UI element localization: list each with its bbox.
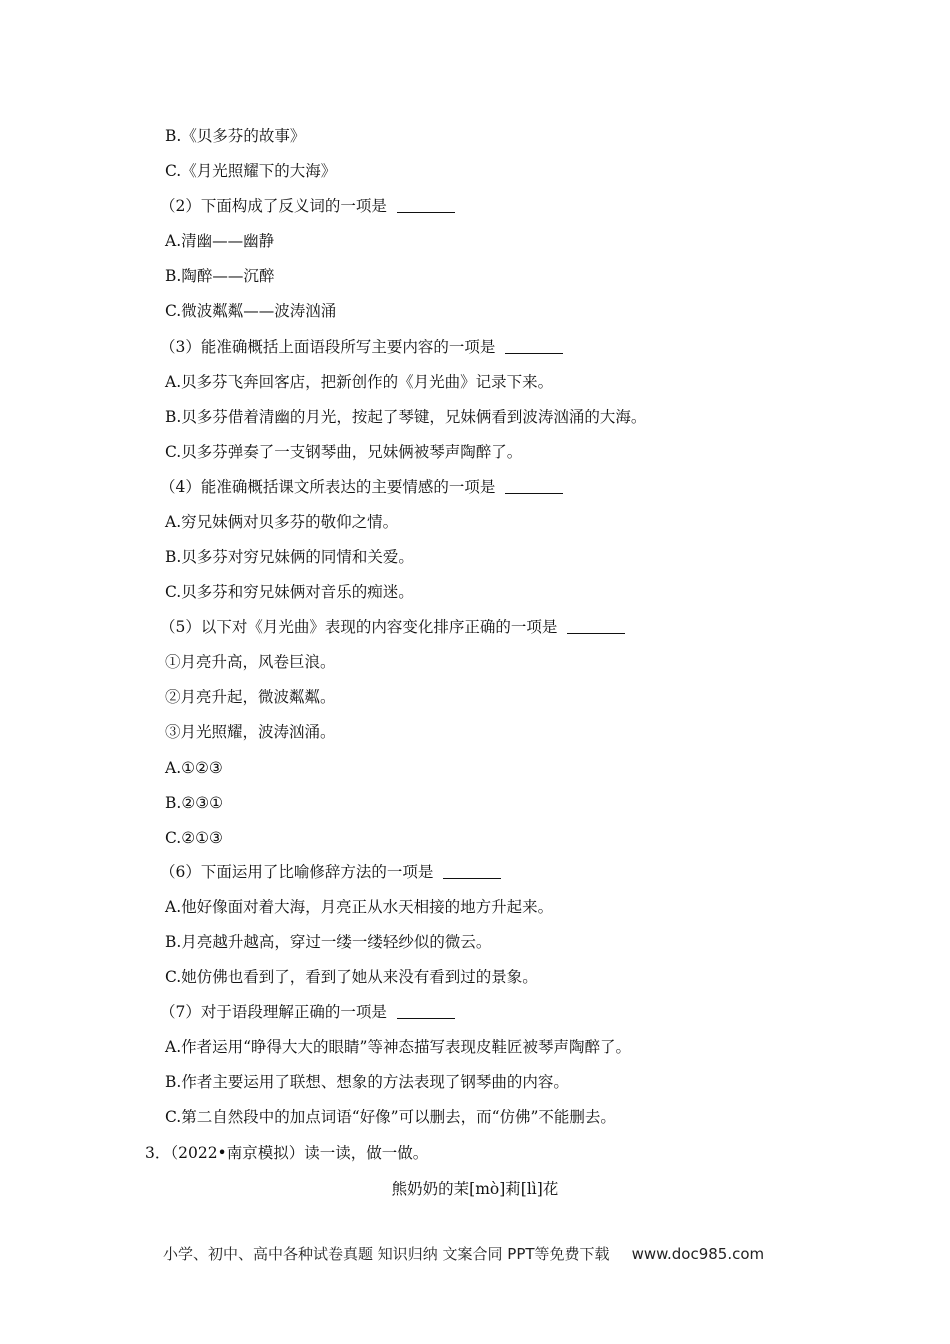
- option-5a: A.①②③: [165, 759, 223, 777]
- question-2: [160, 195, 455, 217]
- answer-blank: [397, 1017, 455, 1019]
- statement-1: ①月亮升高，风卷巨浪。: [165, 653, 336, 671]
- option-1c: C.《月光照耀下的大海》: [165, 162, 337, 180]
- option-2c: C.微波粼粼——波涛汹涌: [165, 302, 337, 320]
- section-3-heading: 3．（2022•南京模拟）读一读，做一做。: [145, 1144, 429, 1162]
- answer-blank: [443, 877, 501, 879]
- footer-text: 小学、初中、高中各种试卷真题 知识归纳 文案合同 PPT等免费下载: [163, 1245, 610, 1263]
- question-6: [160, 861, 501, 883]
- option-1b: B.《贝多芬的故事》: [165, 127, 306, 145]
- option-4a: A.穷兄妹俩对贝多芬的敬仰之情。: [165, 513, 399, 531]
- question-3: [160, 336, 563, 358]
- question-7: [160, 1001, 455, 1023]
- option-3b: B.贝多芬借着清幽的月光，按起了琴键，兄妹俩看到波涛汹涌的大海。: [165, 408, 647, 426]
- option-6c: C.她仿佛也看到了，看到了她从来没有看到过的景象。: [165, 968, 538, 986]
- question-6-text: （6）下面运用了比喻修辞方法的一项是: [160, 863, 434, 881]
- question-3-text: （3）能准确概括上面语段所写主要内容的一项是: [160, 338, 496, 356]
- answer-blank: [397, 211, 455, 213]
- question-4-text: （4）能准确概括课文所表达的主要情感的一项是: [160, 478, 496, 496]
- answer-blank: [505, 352, 563, 354]
- answer-blank: [505, 492, 563, 494]
- question-7-text: （7）对于语段理解正确的一项是: [160, 1003, 387, 1021]
- option-4c: C.贝多芬和穷兄妹俩对音乐的痴迷。: [165, 583, 414, 601]
- statement-2: ②月亮升起，微波粼粼。: [165, 688, 336, 706]
- option-6a: A.他好像面对着大海，月亮正从水天相接的地方升起来。: [165, 898, 554, 916]
- question-2-text: （2）下面构成了反义词的一项是: [160, 197, 387, 215]
- option-5c: C.②①③: [165, 829, 223, 847]
- footer-site-link[interactable]: www.doc985.com: [631, 1245, 765, 1263]
- statement-3: ③月光照耀，波涛汹涌。: [165, 723, 336, 741]
- question-5-text: （5）以下对《月光曲》表现的内容变化排序正确的一项是: [160, 618, 558, 636]
- option-2a: A.清幽——幽静: [165, 232, 275, 250]
- option-7a: A.作者运用“睁得大大的眼睛”等神态描写表现皮鞋匠被琴声陶醉了。: [165, 1038, 631, 1056]
- passage-title: 熊奶奶的茉[mò]莉[lì]花: [391, 1180, 559, 1198]
- option-4b: B.贝多芬对穷兄妹俩的同情和关爱。: [165, 548, 414, 566]
- option-2b: B.陶醉——沉醉: [165, 267, 275, 285]
- question-5: [160, 616, 625, 638]
- option-7c: C.第二自然段中的加点词语“好像”可以删去，而“仿佛”不能删去。: [165, 1108, 616, 1126]
- page-footer: [163, 1243, 764, 1265]
- option-6b: B.月亮越升越高，穿过一缕一缕轻纱似的微云。: [165, 933, 492, 951]
- answer-blank: [567, 632, 625, 634]
- option-5b: B.②③①: [165, 794, 224, 812]
- option-3a: A.贝多芬飞奔回客店，把新创作的《月光曲》记录下来。: [165, 373, 554, 391]
- option-3c: C.贝多芬弹奏了一支钢琴曲，兄妹俩被琴声陶醉了。: [165, 443, 523, 461]
- option-7b: B.作者主要运用了联想、想象的方法表现了钢琴曲的内容。: [165, 1073, 569, 1091]
- question-4: [160, 476, 563, 498]
